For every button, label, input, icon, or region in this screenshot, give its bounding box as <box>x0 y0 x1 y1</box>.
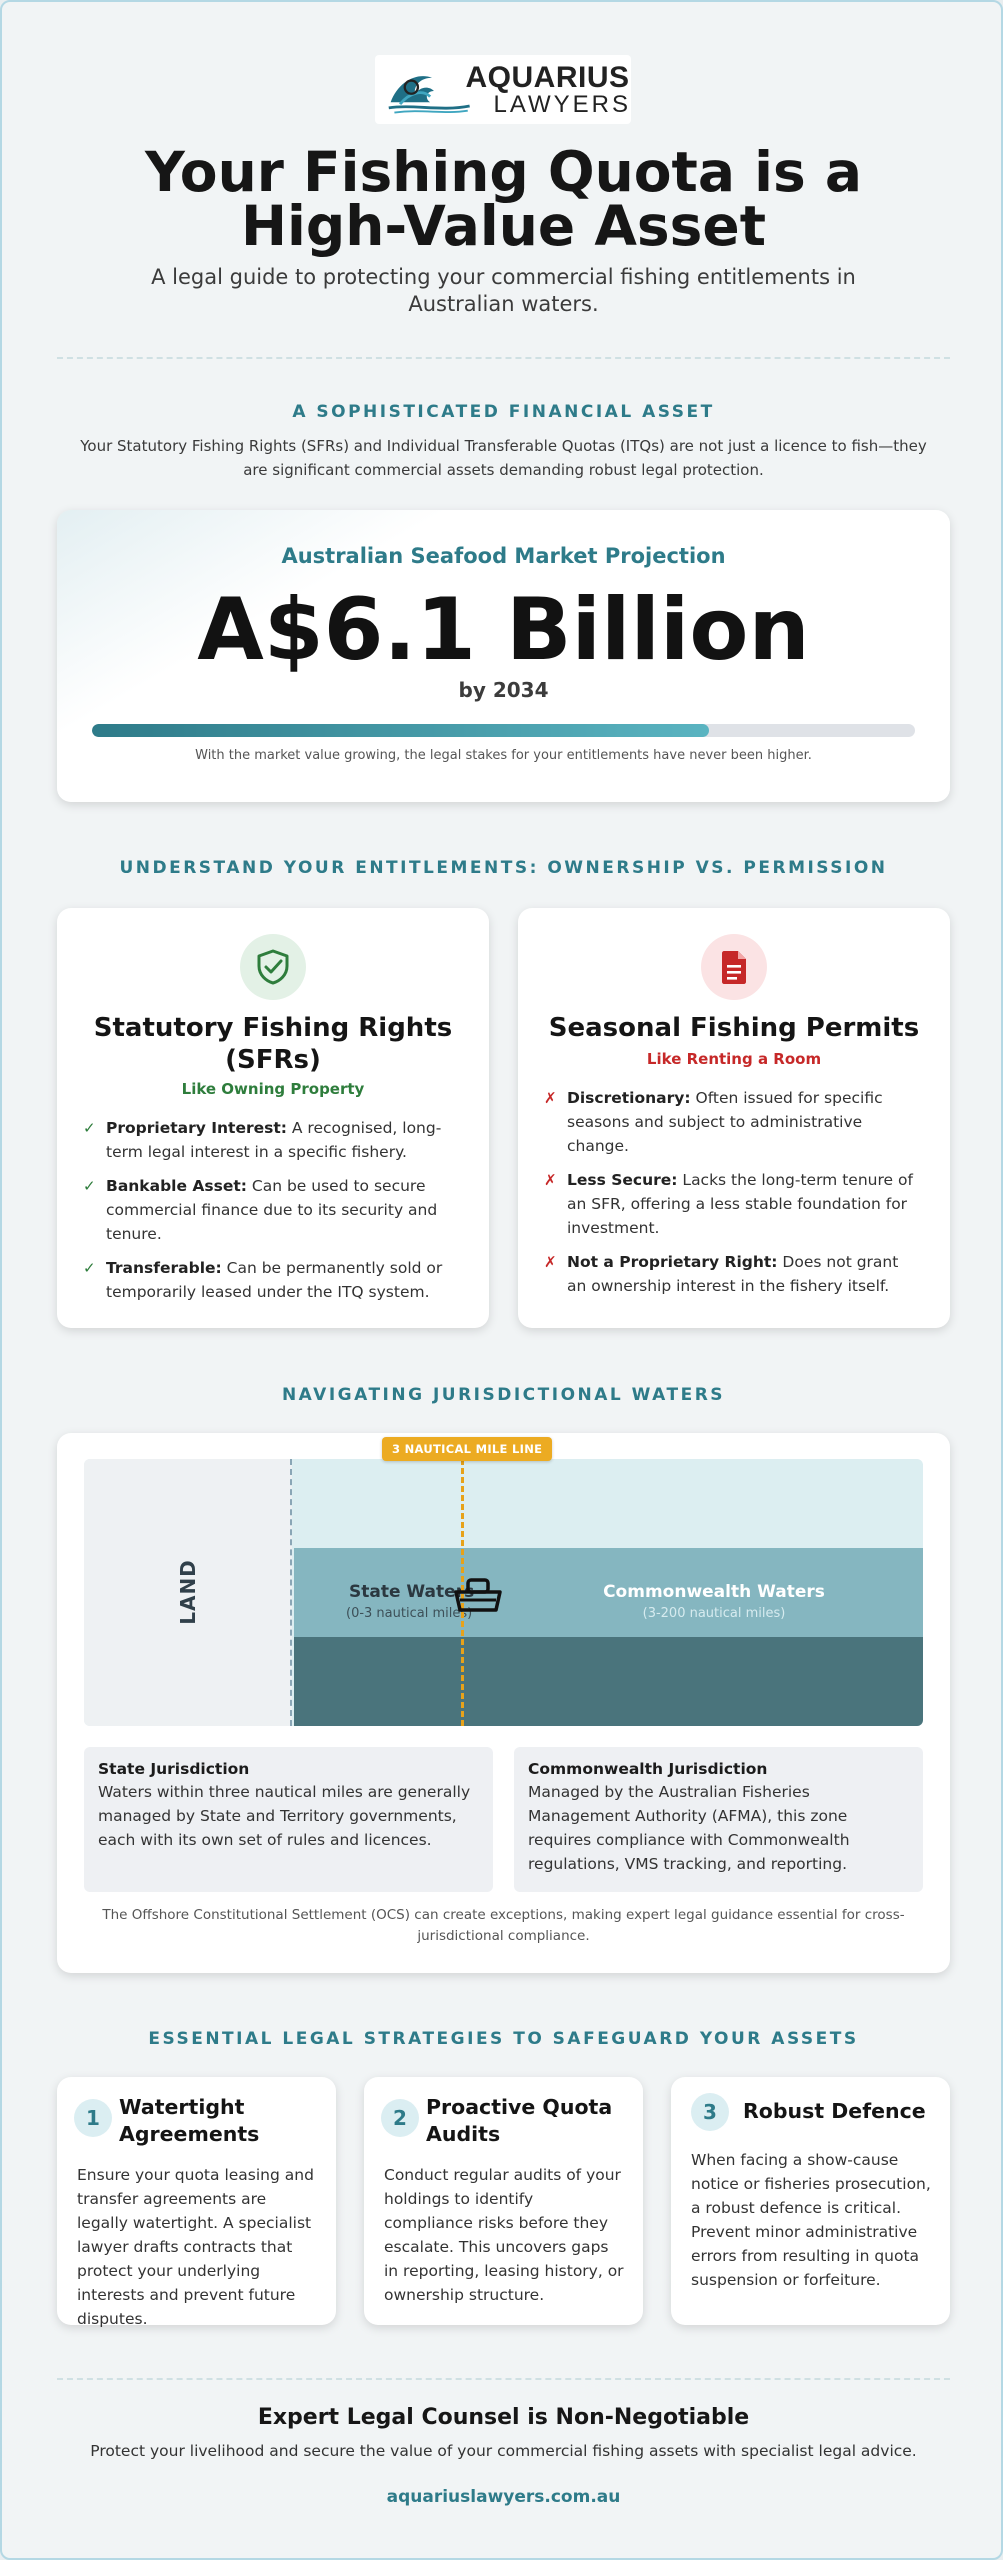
state-jurisdiction-title: State Jurisdiction <box>98 1760 250 1778</box>
website-link[interactable]: aquariuslawyers.com.au <box>386 2487 621 2507</box>
sfr-item: ✓ Proprietary Interest: A recognised, long-term legal interest in a specific fishery. <box>83 1116 461 1164</box>
logo <box>375 55 631 124</box>
document-icon <box>701 934 767 1000</box>
sfr-tagline: Like Owning Property <box>181 1080 365 1098</box>
commonwealth-waters-range: (3-200 nautical miles) <box>642 1606 786 1621</box>
permits-list <box>544 1086 922 1308</box>
strategy-text: When facing a show-cause notice or fisheries prosecution, a robust defence is critical. Prevent minor administrative errors from resulting in quota suspension or forfeiture. <box>691 2151 931 2289</box>
wave-logo-icon <box>385 63 472 117</box>
sfr-title: Statutory Fishing Rights (SFRs) <box>93 1013 453 1075</box>
section-title-entitlements: UNDERSTAND YOUR ENTITLEMENTS: OWNERSHIP VS. PERMISSION <box>119 858 888 878</box>
sfr-item: ✓ Bankable Asset: Can be used to secure commercial finance due to its security and tenure. <box>83 1174 461 1246</box>
logo-line2: LAWYERS <box>493 90 631 118</box>
market-year: by 2034 <box>458 678 549 702</box>
check-icon: ✓ <box>83 1119 96 1137</box>
strategy-text: Ensure your quota leasing and transfer agreements are legally watertight. A specialist lawyer drafts contracts that protect your underlying interests and prevent future disputes. <box>77 2166 314 2328</box>
cross-icon: ✗ <box>544 1089 557 1107</box>
financial-intro: Your Statutory Fishing Rights (SFRs) and Individual Transferable Quotas (ITQs) are not just a licence to fish—they are significant commercial assets demanding robust legal protection. <box>80 437 927 479</box>
sfr-item: ✓ Transferable: Can be permanently sold or temporarily leased under the ITQ system. <box>83 1256 461 1304</box>
market-card-title: Australian Seafood Market Projection <box>281 544 726 568</box>
section-title-jurisdiction: NAVIGATING JURISDICTIONAL WATERS <box>281 1385 726 1405</box>
market-progress-bar <box>92 724 915 737</box>
sfr-card <box>57 908 489 1328</box>
market-note: With the market value growing, the legal stakes for your entitlements have never been higher. <box>195 748 812 763</box>
check-icon: ✓ <box>83 1259 96 1277</box>
state-jurisdiction-box <box>84 1747 493 1892</box>
permits-item: ✗ Less Secure: Lacks the long-term tenure of an SFR, offering a less stable foundation for investment. <box>544 1168 922 1240</box>
commonwealth-jurisdiction-text: Managed by the Australian Fisheries Management Authority (AFMA), this zone requires compliance with Commonwealth regulations, VMS tracking, and reporting. <box>528 1783 850 1873</box>
strategy-title: Proactive Quota Audits <box>426 2095 613 2146</box>
logo-line1: AQUARIUS <box>465 60 630 94</box>
cross-icon: ✗ <box>544 1253 557 1271</box>
commonwealth-waters-label: Commonwealth Waters <box>603 1582 825 1602</box>
permits-item: ✗ Not a Proprietary Right: Does not grant an ownership interest in the fishery itself. <box>544 1250 922 1298</box>
permits-item: ✗ Discretionary: Often issued for specific seasons and subject to administrative change. <box>544 1086 922 1158</box>
sfr-list <box>83 1116 461 1314</box>
section-title-financial: A SOPHISTICATED FINANCIAL ASSET <box>292 402 715 422</box>
commonwealth-jurisdiction-title: Commonwealth Jurisdiction <box>528 1760 768 1778</box>
cross-icon: ✗ <box>544 1171 557 1189</box>
state-waters-range: (0-3 nautical miles) <box>346 1606 473 1621</box>
market-progress-fill <box>92 724 709 737</box>
divider <box>57 357 950 359</box>
market-amount: A$6.1 Billion <box>197 580 810 680</box>
section-title-strategies: ESSENTIAL LEGAL STRATEGIES TO SAFEGUARD YOUR ASSETS <box>148 2029 859 2049</box>
strategy-card-audits <box>364 2077 643 2325</box>
land-zone <box>84 1459 292 1726</box>
divider <box>57 2378 950 2380</box>
strategy-card-defence <box>671 2077 950 2325</box>
state-waters-label: State Waters <box>349 1582 475 1602</box>
page-title: Your Fishing Quota is a High-Value Asset <box>145 140 862 258</box>
page-subtitle: A legal guide to protecting your commercial fishing entitlements in Australian waters. <box>151 265 856 316</box>
permits-title: Seasonal Fishing Permits <box>548 1013 920 1043</box>
step-number: 2 <box>381 2099 419 2137</box>
ocs-footnote: The Offshore Constitutional Settlement (OCS) can create exceptions, making expert legal guidance essential for cross-jurisdictional compliance. <box>102 1907 905 1944</box>
permits-tagline: Like Renting a Room <box>646 1050 822 1068</box>
shield-check-icon <box>240 934 306 1000</box>
commonwealth-jurisdiction-box <box>514 1747 923 1892</box>
waters-map <box>84 1459 923 1726</box>
strategy-title: Robust Defence <box>743 2099 926 2123</box>
permits-card <box>518 908 950 1328</box>
boat-icon <box>446 1576 510 1616</box>
cta-text: Protect your livelihood and secure the value of your commercial fishing assets with specialist legal advice. <box>90 2442 917 2460</box>
nautical-mile-label: 3 NAUTICAL MILE LINE <box>382 1437 552 1461</box>
strategy-text: Conduct regular audits of your holdings to identify compliance risks before they escalate. This uncovers gaps in reporting, leasing history, or ownership structure. <box>384 2166 624 2304</box>
land-label: LAND <box>176 1559 200 1625</box>
cta-heading: Expert Legal Counsel is Non-Negotiable <box>257 2405 750 2430</box>
step-number: 1 <box>74 2099 112 2137</box>
market-projection-card <box>57 510 950 802</box>
strategy-card-agreements <box>57 2077 336 2328</box>
deep-water-band <box>294 1637 923 1726</box>
strategy-title: Watertight Agreements <box>119 2095 260 2146</box>
state-jurisdiction-text: Waters within three nautical miles are generally managed by State and Territory governments, each with its own set of rules and licences. <box>98 1783 471 1849</box>
step-number: 3 <box>691 2093 729 2131</box>
check-icon: ✓ <box>83 1177 96 1195</box>
jurisdiction-card <box>57 1433 950 1973</box>
